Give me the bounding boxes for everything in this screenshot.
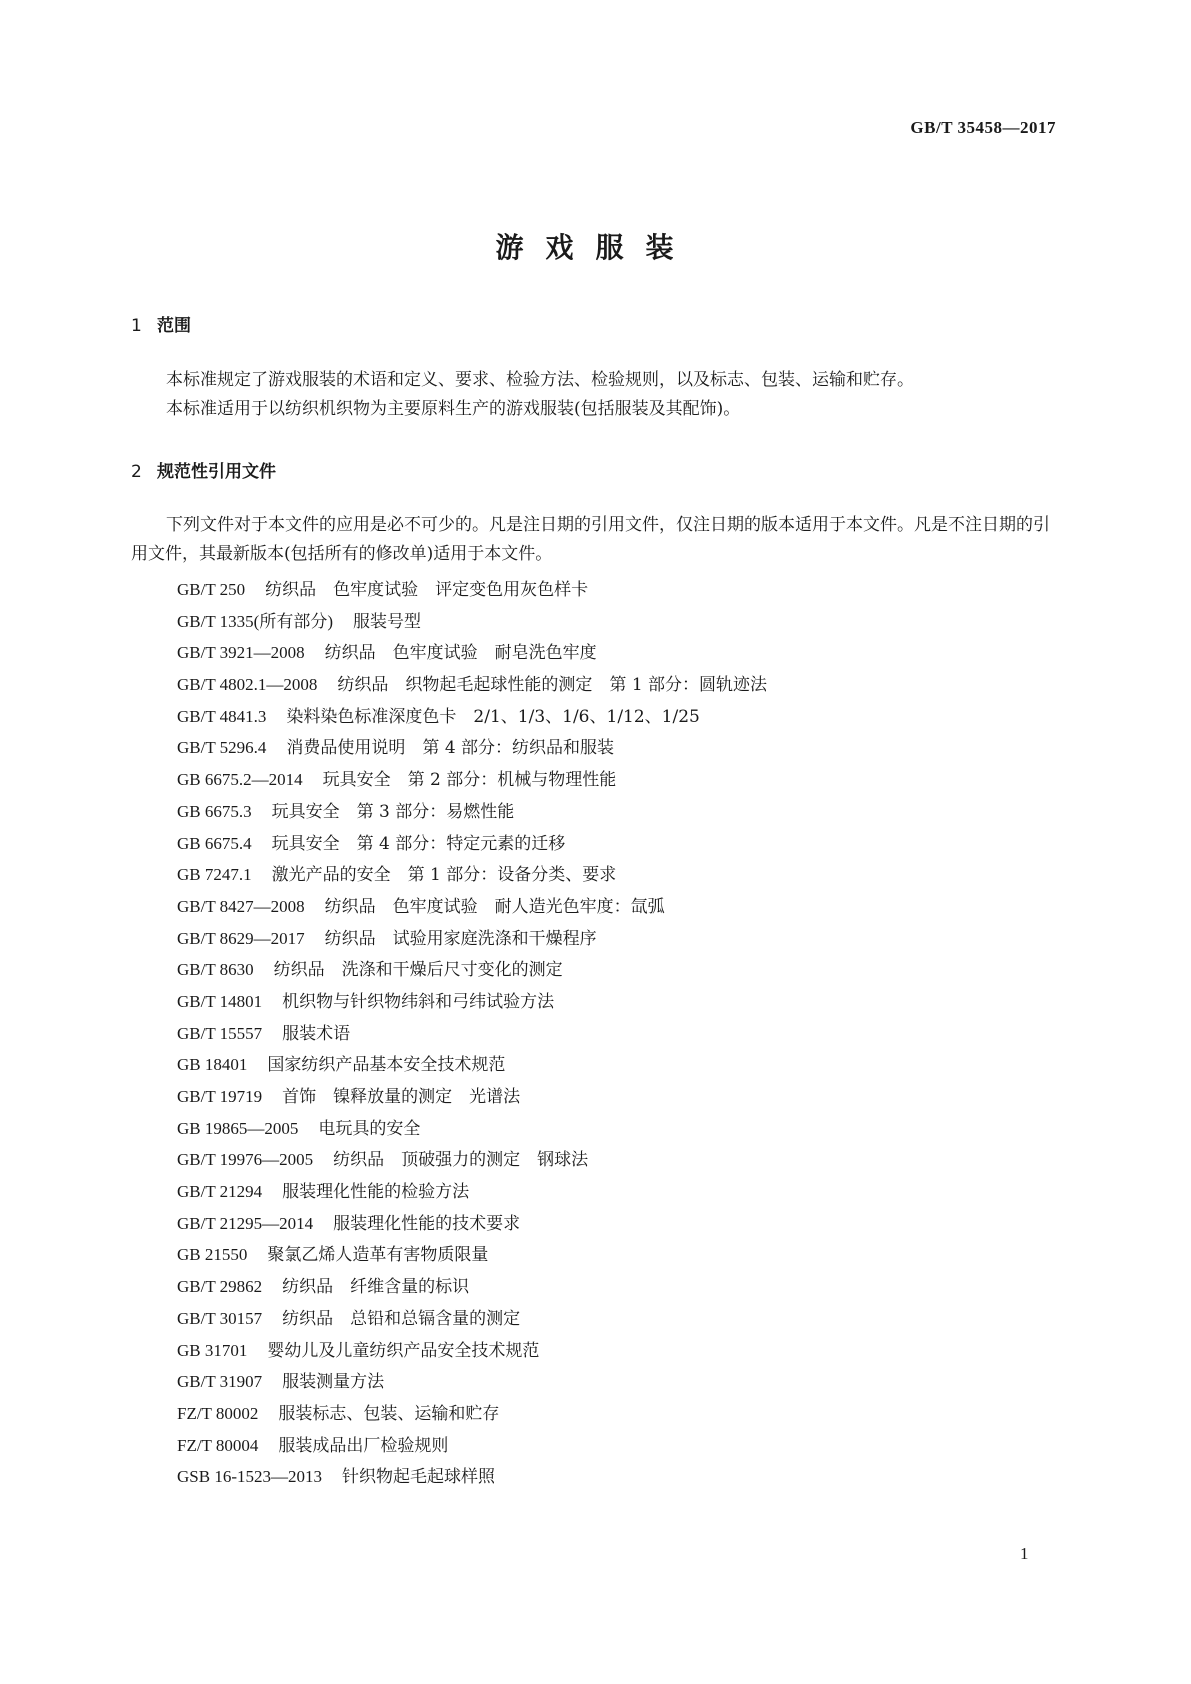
reference-item [177, 828, 767, 860]
reference-code: GB 6675.4 [177, 833, 252, 853]
reference-code: GB/T 31907 [177, 1372, 263, 1392]
reference-title: 纺织品 色牢度试验 耐皂洗色牢度 [324, 643, 597, 664]
reference-title: 婴幼儿及儿童纺织产品安全技术规范 [267, 1340, 540, 1361]
reference-title: 服装测量方法 [282, 1372, 385, 1393]
reference-item [177, 637, 767, 669]
reference-code: GB/T 8629—2017 [177, 928, 305, 948]
reference-title: 服装成品出厂检验规则 [278, 1435, 449, 1456]
reference-title: 玩具安全 第 2 部分：机械与物理性能 [322, 770, 617, 791]
reference-code: FZ/T 80002 [177, 1403, 259, 1423]
reference-code: GB/T 21295—2014 [177, 1213, 314, 1233]
reference-item [177, 1335, 767, 1367]
reference-item [177, 1366, 767, 1398]
reference-item [177, 923, 767, 955]
reference-title: 纺织品 纤维含量的标识 [282, 1277, 470, 1298]
standard-code: GB/T 35458—2017 [910, 118, 1056, 137]
reference-item [177, 1144, 767, 1176]
reference-item [177, 701, 767, 733]
reference-title: 纺织品 色牢度试验 评定变色用灰色样卡 [265, 580, 589, 600]
reference-title: 纺织品 洗涤和干燥后尺寸变化的测定 [273, 960, 563, 981]
reference-item [177, 1176, 767, 1208]
reference-item [177, 1398, 767, 1430]
reference-code: GB 31701 [177, 1340, 248, 1360]
reference-title: 激光产品的安全 第 1 部分：设备分类、要求 [271, 865, 617, 886]
reference-title: 国家纺织产品基本安全技术规范 [267, 1055, 506, 1076]
reference-code: GB/T 3921—2008 [177, 643, 305, 663]
reference-code: GB/T 8427—2008 [177, 896, 305, 916]
reference-title: 服装号型 [353, 611, 421, 632]
reference-title: 服装标志、包装、运输和贮存 [278, 1403, 500, 1424]
reference-code: GB 7247.1 [177, 865, 252, 885]
section-1-title: 范围 [157, 316, 191, 336]
section-2-intro-text: 下列文件对于本文件的应用是必不可少的。凡是注日期的引用文件，仅注日期的版本适用于本文件。凡是不注日期的引用文件，其最新版本(包括所有的修改单)适用于本文件。 [131, 515, 1050, 564]
section-1-paragraph-2: 本标准适用于以纺织机织物为主要原料生产的游戏服装(包括服装及其配饰)。 [166, 399, 741, 419]
reference-item [177, 1271, 767, 1303]
reference-code: GB 6675.3 [177, 801, 252, 821]
reference-item [177, 1461, 767, 1493]
reference-item [177, 669, 767, 701]
reference-title: 首饰 镍释放量的测定 光谱法 [282, 1087, 521, 1107]
section-1-heading [131, 311, 191, 336]
reference-item [177, 1239, 767, 1271]
page-number: 1 [1020, 1544, 1029, 1563]
reference-item [177, 1018, 767, 1050]
section-1-paragraph-1: 本标准规定了游戏服装的术语和定义、要求、检验方法、检验规则，以及标志、包装、运输和贮存。 [166, 370, 914, 390]
reference-item [177, 574, 767, 606]
section-2-heading [131, 457, 276, 482]
reference-title: 消费品使用说明 第 4 部分：纺织品和服装 [286, 738, 615, 759]
reference-title: 服装术语 [282, 1023, 351, 1044]
reference-item [177, 1081, 767, 1113]
reference-item [177, 986, 767, 1018]
reference-code: GB/T 14801 [177, 991, 263, 1011]
reference-title: 纺织品 总铅和总镉含量的测定 [282, 1308, 521, 1329]
reference-title: 服装理化性能的技术要求 [333, 1213, 521, 1234]
reference-code: GB/T 4841.3 [177, 706, 267, 726]
reference-item [177, 606, 767, 638]
reference-title: 针织物起毛起球样照 [341, 1467, 495, 1488]
reference-title: 纺织品 顶破强力的测定 钢球法 [333, 1150, 589, 1171]
reference-title: 玩具安全 第 4 部分：特定元素的迁移 [271, 833, 566, 854]
reference-code: GB/T 19719 [177, 1087, 263, 1106]
reference-code: GB 6675.2—2014 [177, 770, 303, 790]
reference-code: GB/T 5296.4 [177, 738, 267, 758]
reference-item [177, 1049, 767, 1081]
reference-code: GB/T 29862 [177, 1277, 263, 1297]
reference-item [177, 1430, 767, 1462]
reference-item [177, 891, 767, 923]
reference-code: GSB 16-1523—2013 [177, 1467, 322, 1487]
reference-item [177, 732, 767, 764]
document-title: 游戏服装 [495, 231, 696, 264]
reference-title: 电玩具的安全 [318, 1118, 421, 1139]
reference-code: GB/T 250 [177, 580, 246, 599]
reference-title: 聚氯乙烯人造革有害物质限量 [267, 1245, 489, 1266]
reference-list [177, 574, 767, 1493]
reference-code: FZ/T 80004 [177, 1435, 259, 1455]
reference-item [177, 1113, 767, 1145]
section-2-intro [131, 511, 1061, 569]
reference-title: 机织物与针织物纬斜和弓纬试验方法 [282, 991, 555, 1012]
reference-title: 纺织品 织物起毛起球性能的测定 第 1 部分：圆轨迹法 [337, 675, 768, 696]
section-1-body [131, 366, 1061, 424]
section-1-number: 1 [131, 316, 142, 336]
section-2-title: 规范性引用文件 [157, 462, 276, 482]
reference-code: GB 19865—2005 [177, 1118, 299, 1138]
reference-title: 纺织品 试验用家庭洗涤和干燥程序 [324, 928, 597, 949]
reference-code: GB 21550 [177, 1245, 248, 1265]
reference-item [177, 1208, 767, 1240]
reference-item [177, 954, 767, 986]
reference-code: GB/T 21294 [177, 1182, 263, 1202]
reference-title: 染料染色标准深度色卡 2/1、1/3、1/6、1/12、1/25 [286, 706, 700, 727]
reference-code: GB/T 30157 [177, 1308, 263, 1328]
reference-item [177, 1303, 767, 1335]
reference-code: GB/T 19976—2005 [177, 1150, 314, 1170]
reference-code: GB/T 1335(所有部分) [177, 611, 333, 631]
reference-code: GB/T 4802.1—2008 [177, 675, 318, 695]
reference-code: GB/T 15557 [177, 1023, 263, 1043]
reference-title: 纺织品 色牢度试验 耐人造光色牢度：氙弧 [324, 896, 665, 917]
reference-code: GB 18401 [177, 1055, 248, 1075]
section-2-number: 2 [131, 462, 142, 482]
reference-title: 服装理化性能的检验方法 [282, 1182, 470, 1203]
reference-item [177, 764, 767, 796]
reference-item [177, 859, 767, 891]
reference-title: 玩具安全 第 3 部分：易燃性能 [271, 801, 515, 822]
reference-item [177, 796, 767, 828]
reference-code: GB/T 8630 [177, 960, 254, 980]
